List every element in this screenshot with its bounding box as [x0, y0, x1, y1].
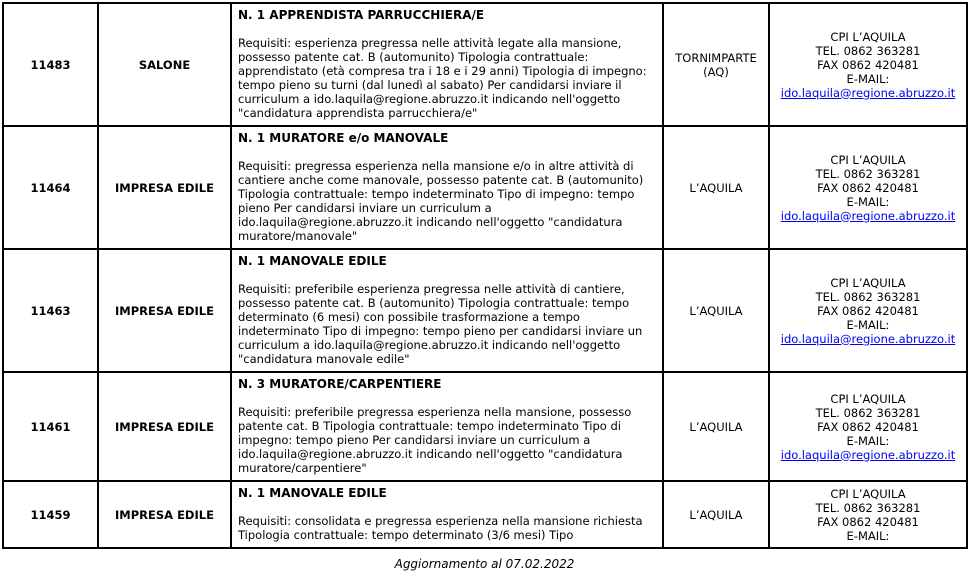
- location-cell: [663, 126, 769, 249]
- company-cell: [98, 481, 231, 548]
- location: L’AQUILA: [689, 303, 743, 318]
- contact-cell: [769, 372, 967, 481]
- contact-email-link[interactable]: ido.laquila@regione.abruzzo.it: [780, 331, 956, 346]
- location: TORNIMPARTE (AQ): [675, 50, 757, 79]
- job-id-cell: [3, 481, 98, 548]
- job-description: Requisiti: esperienza pregressa nelle attività legate alla mansione, possesso patente cat. B (automunito) Tipologia contrattuale: apprendistato (età compresa tra i 18 e i 29 anni) Tipologia di impegno: tempo pieno su turni (dal lunedì al sabato) Per candidarsi inviare il curriculum a ido.laquila@regione.abruzzo.it indicando nell'oggetto "candidatura apprendista parrucchiera/e": [238, 36, 651, 120]
- contact-email-label: E-MAIL:: [846, 317, 890, 332]
- contact-email-label: E-MAIL:: [846, 194, 890, 209]
- description-cell: [231, 372, 663, 481]
- location: L’AQUILA: [689, 419, 743, 434]
- contact-tel: TEL. 0862 363281: [815, 43, 921, 58]
- job-id: 11463: [30, 303, 71, 318]
- location: L’AQUILA: [689, 180, 743, 195]
- job-id-cell: [3, 126, 98, 249]
- company-name: IMPRESA EDILE: [115, 303, 214, 318]
- contact-cell: [769, 126, 967, 249]
- company-cell: [98, 372, 231, 481]
- description-cell: [231, 481, 663, 548]
- update-note: Aggiornamento al 07.02.2022: [394, 557, 575, 571]
- contact-cell: [769, 481, 967, 548]
- contact-email-label: E-MAIL:: [846, 71, 890, 86]
- location-cell: [663, 372, 769, 481]
- company-name: IMPRESA EDILE: [115, 507, 214, 522]
- job-title: N. 1 MURATORE e/o MANOVALE: [238, 131, 449, 145]
- job-id: 11459: [30, 507, 71, 522]
- contact-fax: FAX 0862 420481: [817, 514, 919, 529]
- job-title: N. 1 MANOVALE EDILE: [238, 486, 387, 500]
- location-cell: [663, 3, 769, 126]
- description-cell: [231, 249, 663, 372]
- contact-fax: FAX 0862 420481: [817, 419, 919, 434]
- contact-tel: TEL. 0862 363281: [815, 166, 921, 181]
- table-row: [3, 126, 967, 249]
- job-description: Requisiti: pregressa esperienza nella mansione e/o in altre attività di cantiere anche come manovale, possesso patente cat. B (automunito) Tipologia contrattuale: tempo indeterminato Tipo di impegno: tempo pieno Per candidarsi inviare un curriculum a ido.laquila@regione.abruzzo.it indicando nell'oggetto "candidatura muratore/manovale": [238, 159, 647, 243]
- job-description: Requisiti: preferibile esperienza pregressa nelle attività di cantiere, possesso patente cat. B (automunito) Tipologia contrattuale: tempo determinato (6 mesi) con possibile trasformazione a tempo indeterminato Tipo di impegno: tempo pieno per candidarsi inviare un curriculum a ido.laquila@regione.abruzzo.it indicando nell'oggetto "candidatura manovale edile": [238, 282, 646, 366]
- contact-tel: TEL. 0862 363281: [815, 500, 921, 515]
- contact-cell: [769, 3, 967, 126]
- contact-email-label: E-MAIL:: [846, 528, 890, 543]
- job-title: N. 1 APPRENDISTA PARRUCCHIERA/E: [238, 8, 485, 22]
- description-cell: [231, 3, 663, 126]
- job-title: N. 1 MANOVALE EDILE: [238, 254, 387, 268]
- job-id-cell: [3, 3, 98, 126]
- company-cell: [98, 3, 231, 126]
- contact-office: CPI L’AQUILA: [830, 391, 906, 406]
- contact-fax: FAX 0862 420481: [817, 303, 919, 318]
- job-listings-table: [2, 2, 968, 549]
- contact-cell: [769, 249, 967, 372]
- job-description: Requisiti: preferibile pregressa esperienza nella mansione, possesso patente cat. B Tipologia contrattuale: tempo indeterminato Tipo di impegno: tempo pieno Per candidarsi inviare un curriculum a ido.laquila@regione.abruzzo.it indicando nell'oggetto "candidatura muratore/carpentiere": [238, 405, 635, 475]
- job-description: Requisiti: consolidata e pregressa esperienza nella mansione richiesta Tipologia contrattuale: tempo determinato (3/6 mesi) Tipo: [238, 514, 647, 542]
- contact-office: CPI L’AQUILA: [830, 152, 906, 167]
- location-cell: [663, 249, 769, 372]
- table-row: [3, 481, 967, 548]
- contact-fax: FAX 0862 420481: [817, 57, 919, 72]
- job-id: 11461: [30, 419, 71, 434]
- contact-email-link[interactable]: ido.laquila@regione.abruzzo.it: [780, 447, 956, 462]
- document-page: [0, 2, 969, 571]
- table-row: [3, 3, 967, 126]
- company-name: IMPRESA EDILE: [115, 180, 214, 195]
- job-id: 11464: [30, 180, 71, 195]
- contact-email-link[interactable]: ido.laquila@regione.abruzzo.it: [780, 85, 956, 100]
- company-name: SALONE: [138, 57, 191, 72]
- company-name: IMPRESA EDILE: [115, 419, 214, 434]
- contact-email-label: E-MAIL:: [846, 433, 890, 448]
- contact-email-link[interactable]: ido.laquila@regione.abruzzo.it: [780, 208, 956, 223]
- job-listings-body: [3, 3, 967, 548]
- contact-office: CPI L’AQUILA: [830, 29, 906, 44]
- contact-tel: TEL. 0862 363281: [815, 289, 921, 304]
- contact-tel: TEL. 0862 363281: [815, 405, 921, 420]
- table-row: [3, 249, 967, 372]
- contact-office: CPI L’AQUILA: [830, 486, 906, 501]
- job-title: N. 3 MURATORE/CARPENTIERE: [238, 377, 442, 391]
- job-id: 11483: [30, 57, 71, 72]
- contact-office: CPI L’AQUILA: [830, 275, 906, 290]
- location: L’AQUILA: [689, 507, 743, 522]
- location-cell: [663, 481, 769, 548]
- contact-fax: FAX 0862 420481: [817, 180, 919, 195]
- description-cell: [231, 126, 663, 249]
- job-id-cell: [3, 372, 98, 481]
- company-cell: [98, 249, 231, 372]
- table-row: [3, 372, 967, 481]
- job-id-cell: [3, 249, 98, 372]
- company-cell: [98, 126, 231, 249]
